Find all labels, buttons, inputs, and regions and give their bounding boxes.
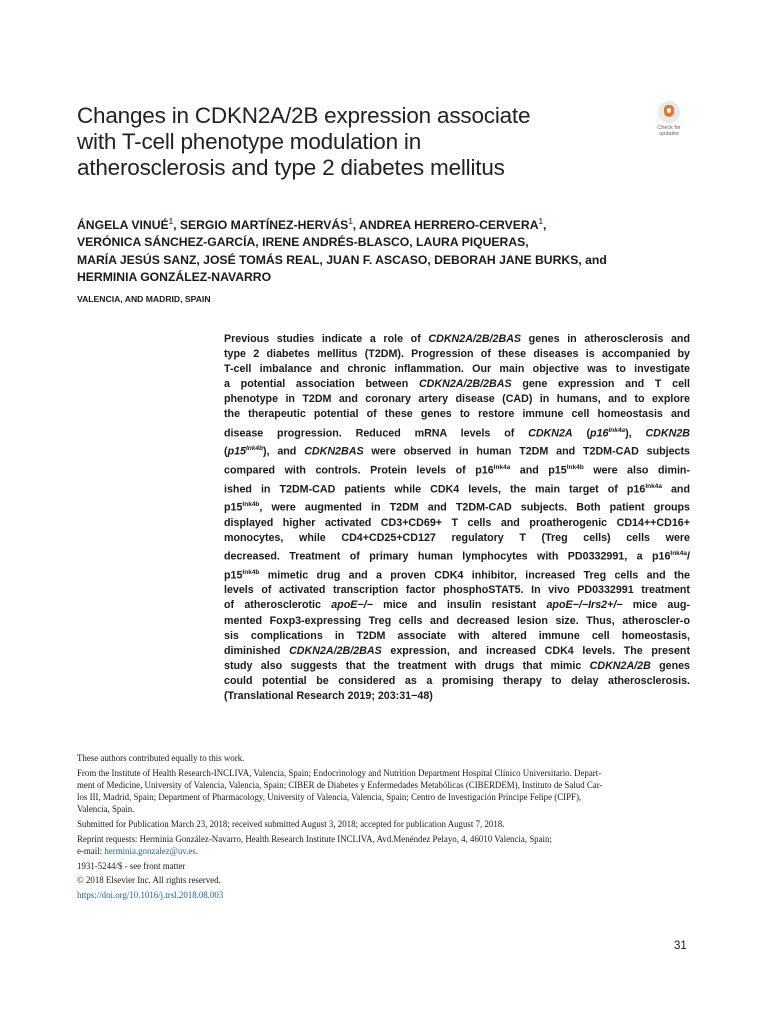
abstract-line: could potential be considered as a promising therapy to delay atherosclerosis. — [224, 674, 690, 687]
reprint-requests — [77, 833, 689, 857]
doi-link[interactable]: https://doi.org/10.1016/j.trsl.2018.08.003 — [77, 890, 224, 901]
author-list — [77, 213, 677, 287]
badge-text-line: Check for — [657, 125, 681, 131]
note-line: Reprint requests: Herminia González-Navarro, Health Research Institute INCLIVA, Avd.Menéndez Pelayo, 4, 46010 Valencia, Spain; — [77, 833, 552, 844]
email-label: e-mail: — [77, 845, 105, 856]
note-line: From the Institute of Health Research-INCLIVA, Valencia, Spain; Endocrinology and Nutrition Department Hospital Clínico Universitario. Depart- — [77, 767, 602, 778]
submission-dates: Submitted for Publication March 23, 2018; received submitted August 3, 2018; accepted for publication August 7, 2018. — [77, 819, 505, 830]
email-end: . — [195, 845, 198, 856]
note-line: los III, Madrid, Spain; Department of Pharmacology, University of Valencia, Valencia, Spain; Centro de Investigación Príncipe Felipe (CIPF), — [77, 792, 582, 803]
author-line: VERÓNICA SÁNCHEZ-GARCÍA, IRENE ANDRÉS-BLASCO, LAURA PIQUERAS, — [77, 235, 529, 250]
author-line: HERMINIA GONZÁLEZ-NAVARRO — [77, 270, 272, 285]
abstract-line: mented Foxp3-expressing Treg cells and decreased lesion size. Thus, atheroscler-o — [224, 614, 690, 627]
abstract-line: $p15^{Ink4b}$ mimetic drug and a proven CDK4 inhibitor, increased Treg cells and the — [224, 568, 690, 582]
author-line — [77, 213, 677, 234]
abstract-line: Previous studies indicate a role of CDKN2A/2B/2BAS genes in atherosclerosis and — [224, 333, 690, 345]
abstract-line: T-cell imbalance and chronic inflammation. Our main objective was to investigate — [224, 363, 690, 376]
abstract-line: disease progression. Reduced mRNA levels of CDKN2A $(p16^{Ink4a})$, CDKN2B — [224, 426, 690, 440]
issn-line: 1931-5244/$ - see front matter — [77, 860, 186, 871]
author-name: ANDREA HERRERO-CERVERA — [359, 218, 539, 233]
abstract-line: type 2 diabetes mellitus (T2DM). Progression of these diseases is accompanied by — [224, 348, 690, 361]
abstract — [224, 332, 690, 704]
abstract-line: of atherosclerotic apoE−/− mice and insulin resistant apoE−/−Irs2+/− mice aug- — [224, 599, 690, 612]
abstract-citation: (Translational Research 2019; 203:31−48) — [224, 690, 433, 702]
title-line: Changes in CDKN2A/2B expression associate — [77, 103, 531, 128]
affiliation-marker[interactable]: 1 — [538, 217, 543, 226]
equal-contribution-note: These authors contributed equally to this work. — [77, 753, 245, 763]
author-separator: , — [173, 218, 180, 233]
abstract-line: ished in T2DM-CAD patients while CDK4 levels, the main target of $p16^{Ink4a}$ and — [224, 482, 690, 496]
badge-text — [650, 125, 688, 137]
doi-line — [77, 889, 689, 901]
title-line: atherosclerosis and type 2 diabetes mellitus — [77, 155, 505, 180]
copyright-line: © 2018 Elsevier Inc. All rights reserved. — [77, 875, 221, 886]
author-name: SERGIO MARTÍNEZ-HERVÁS — [179, 218, 349, 233]
note-line: ment of Medicine, University of Valencia, Valencia, Spain; CIBER de Diabetes y Enfermedades Metabólicas (CIBERDEM), Instituto de Salud Car- — [77, 779, 603, 790]
email-link[interactable]: herminia.gonzalez@uv.es — [104, 845, 196, 856]
author-name: ÁNGELA VINUÉ — [77, 218, 169, 233]
abstract-line: a potential association between CDKN2A/2B/2BAS gene expression and T cell — [224, 378, 690, 391]
affiliation-location: VALENCIA, AND MADRID, SPAIN — [77, 294, 211, 304]
badge-text-line: updates — [659, 131, 679, 137]
abstract-line: the therapeutic potential of these genes to restore immune cell homeostasis and — [224, 408, 690, 421]
author-separator: , — [352, 218, 360, 233]
abstract-line: compared with controls. Protein levels of $p16^{Ink4a}$ and $p15^{Ink4b}$ were also dimin- — [224, 463, 691, 477]
affiliation-marker[interactable]: 1 — [348, 217, 353, 226]
abstract-line: sis complications in T2DM associate with altered immune cell homeostasis, — [224, 629, 690, 642]
abstract-line: phenotype in T2DM and coronary artery disease (CAD) in humans, and to explore — [224, 393, 690, 406]
page-number: 31 — [674, 940, 687, 952]
abstract-line: diminished CDKN2A/2B/2BAS expression, and increased CDK4 levels. The present — [224, 644, 691, 657]
abstract-line: monocytes, while CD4+CD25+CD127 regulatory T (Treg cells) cells were — [224, 531, 690, 544]
check-for-updates-badge[interactable] — [650, 101, 688, 145]
check-for-updates-icon — [658, 101, 680, 123]
author-line: MARÍA JESÚS SANZ, JOSÉ TOMÁS REAL, JUAN F. ASCASO, DEBORAH JANE BURKS, and — [77, 252, 607, 267]
author-separator: , — [542, 218, 547, 233]
abstract-line: $p15^{Ink4b}$, were augmented in T2DM and T2DM-CAD subjects. Both patient groups — [224, 501, 690, 514]
abstract-line: $(p15^{Ink4b})$, and CDKN2BAS were observed in human T2DM and T2DM-CAD subjects — [224, 445, 690, 458]
abstract-line: study also suggests that the treatment with drugs that mimic CDKN2A/2B genes — [224, 659, 690, 672]
institution-note — [77, 767, 689, 816]
abstract-line: levels of activated transcription factor phosphoSTAT5. In vivo PD0332991 treatment — [224, 584, 690, 597]
affiliation-marker[interactable]: 1 — [168, 217, 174, 226]
abstract-line: displayed higher activated CD3+CD69+ T cells and proatherogenic CD14++CD16+ — [224, 516, 690, 529]
footnotes — [77, 752, 689, 904]
abstract-line: decreased. Treatment of primary human lymphocytes with PD0332991, a $p16^{Ink4a}/$ — [224, 550, 690, 563]
article-title — [77, 103, 597, 181]
note-line: Valencia, Spain. — [77, 804, 135, 815]
title-line: with T-cell phenotype modulation in — [77, 129, 422, 154]
